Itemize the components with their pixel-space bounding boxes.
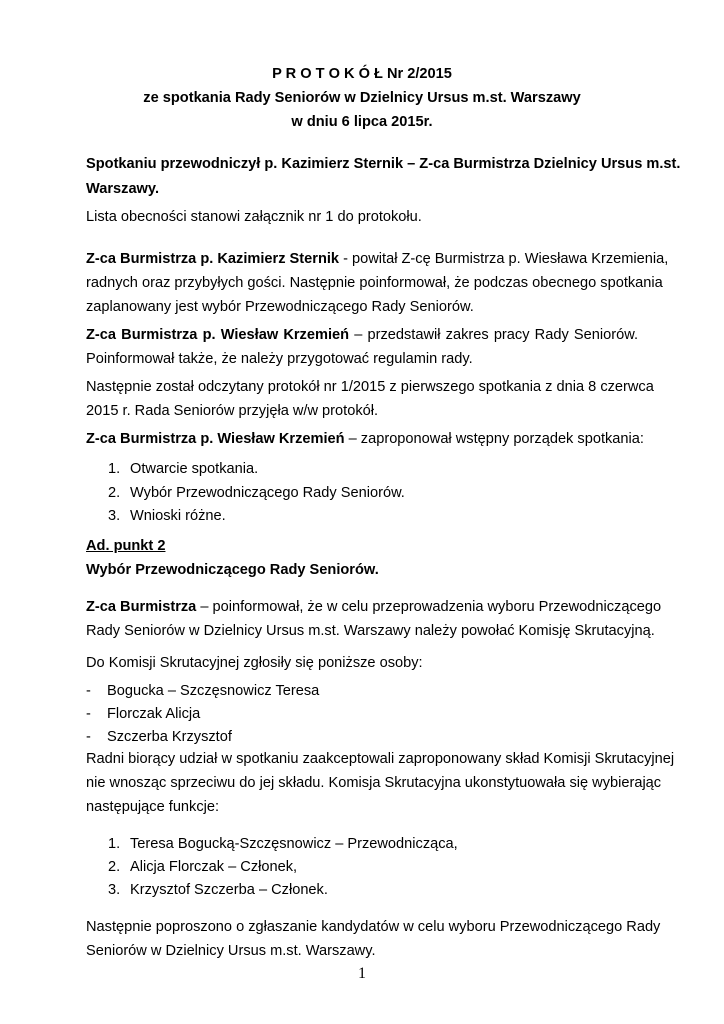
chair-paragraph-line: Warszawy.: [86, 181, 159, 197]
speaker-name: Z-ca Burmistrza p. Wiesław Krzemień: [86, 327, 350, 343]
agenda-item: Otwarcie spotkania.: [130, 461, 259, 477]
list-item: Florczak Alicja: [107, 706, 201, 722]
agenda-number: 3.: [108, 508, 121, 524]
speaker-name: Z-ca Burmistrza p. Wiesław Krzemień: [86, 431, 345, 447]
accepted-paragraph-line: następujące funkcje:: [86, 799, 220, 815]
section-title: Wybór Przewodniczącego Rady Seniorów.: [86, 562, 379, 578]
candidates-paragraph-line: Następnie poproszono o zgłaszanie kandydatów w celu wyboru Przewodniczącego Rady: [86, 919, 661, 935]
list-dash: -: [86, 729, 91, 745]
speaker-name: Z-ca Burmistrza p. Kazimierz Sternik: [86, 251, 340, 267]
page-number: 1: [358, 965, 366, 982]
list-item: Bogucka – Szczęsnowicz Teresa: [107, 683, 320, 699]
krzemien-paragraph-line: Poinformował także, że należy przygotować regulamin rady.: [86, 351, 473, 367]
function-item: Alicja Florczak – Członek,: [130, 859, 298, 875]
accepted-paragraph-line: Radni biorący udział w spotkaniu zaakceptowali zaproponowany skład Komisji Skrutacyjnej: [86, 751, 675, 767]
sternik-paragraph-line: radnych oraz przybyłych gości. Następnie poinformował, że podczas obecnego spotkania: [86, 275, 663, 291]
document-date: w dniu 6 lipca 2015r.: [291, 114, 433, 130]
candidates-paragraph-line: Seniorów w Dzielnicy Ursus m.st. Warszawy.: [86, 943, 376, 959]
list-item: Szczerba Krzysztof: [107, 729, 232, 745]
function-number: 1.: [108, 836, 121, 852]
list-dash: -: [86, 706, 91, 722]
function-item: Teresa Bogucką-Szczęsnowicz – Przewodnicząca,: [130, 836, 458, 852]
accepted-paragraph-line: nie wnosząc sprzeciwu do jej składu. Komisja Skrutacyjna ukonstytuowała się wybierając: [86, 775, 662, 791]
attendance-paragraph: Lista obecności stanowi załącznik nr 1 do protokołu.: [86, 209, 422, 225]
chair-paragraph-line: Spotkaniu przewodniczył p. Kazimierz Sternik – Z-ca Burmistrza Dzielnicy Ursus m.st.: [86, 156, 681, 172]
volunteers-intro: Do Komisji Skrutacyjnej zgłosiły się poniższe osoby:: [86, 655, 423, 671]
list-dash: -: [86, 683, 91, 699]
function-number: 2.: [108, 859, 121, 875]
agenda-item: Wybór Przewodniczącego Rady Seniorów.: [130, 485, 405, 501]
minutes-paragraph-line: 2015 r. Rada Seniorów przyjęła w/w protokół.: [86, 403, 379, 419]
document-subtitle: ze spotkania Rady Seniorów w Dzielnicy Ursus m.st. Warszawy: [143, 90, 581, 106]
sternik-paragraph-line: Z-ca Burmistrza p. Kazimierz Sternik - powitał Z-cę Burmistrza p. Wiesława Krzemienia,: [86, 251, 669, 267]
commission-paragraph-line: Z-ca Burmistrza – poinformował, że w celu przeprowadzenia wyboru Przewodniczącego: [86, 599, 662, 615]
section-heading: Ad. punkt 2: [86, 538, 166, 554]
commission-paragraph-line: Rady Seniorów w Dzielnicy Ursus m.st. Warszawy należy powołać Komisję Skrutacyjną.: [86, 623, 655, 639]
agenda-item: Wnioski różne.: [130, 508, 226, 524]
document-title: P R O T O K Ó Ł Nr 2/2015: [272, 66, 452, 82]
sternik-paragraph-line: zaplanowany jest wybór Przewodniczącego Rady Seniorów.: [86, 299, 474, 315]
function-item: Krzysztof Szczerba – Członek.: [130, 882, 328, 898]
speaker-name: Z-ca Burmistrza: [86, 599, 197, 615]
function-number: 3.: [108, 882, 121, 898]
agenda-intro: Z-ca Burmistrza p. Wiesław Krzemień – zaproponował wstępny porządek spotkania:: [86, 431, 644, 447]
krzemien-paragraph-line: Z-ca Burmistrza p. Wiesław Krzemień – przedstawił zakres pracy Rady Seniorów.: [86, 327, 639, 343]
agenda-number: 2.: [108, 485, 121, 501]
minutes-paragraph-line: Następnie został odczytany protokół nr 1/2015 z pierwszego spotkania z dnia 8 czerwca: [86, 379, 654, 395]
agenda-number: 1.: [108, 461, 121, 477]
